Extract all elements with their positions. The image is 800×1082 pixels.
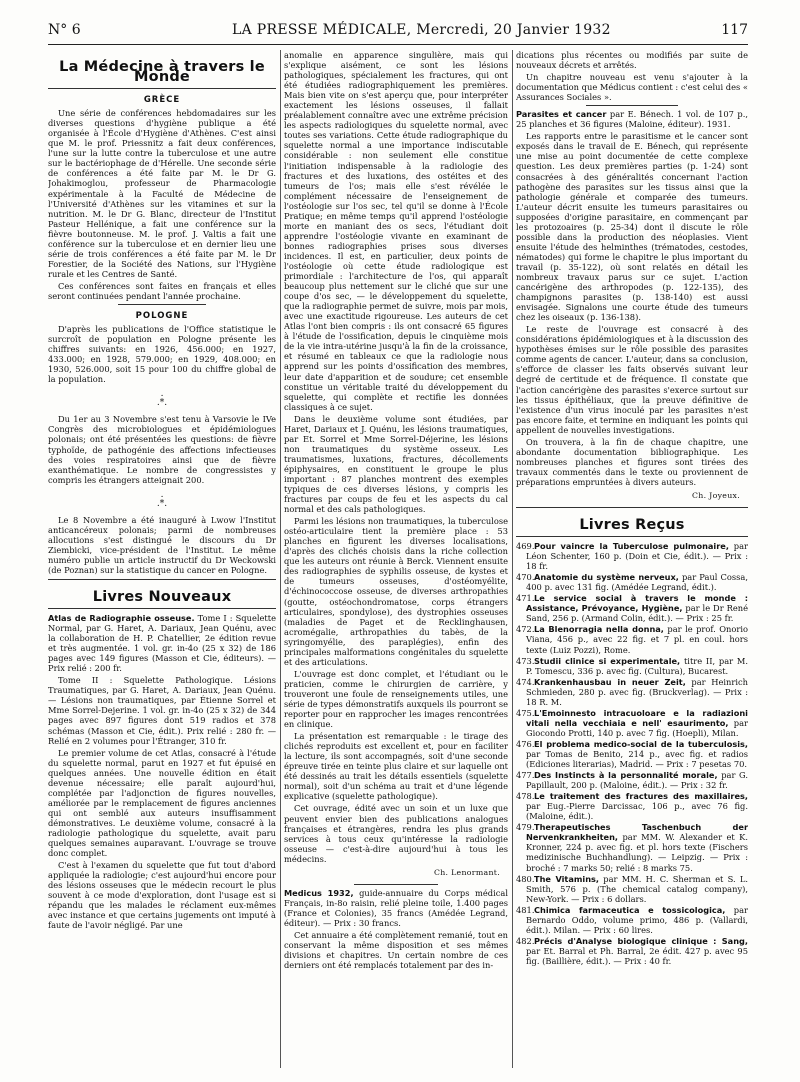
atlas-heading: Atlas de Radiographie osseuse.	[48, 613, 195, 624]
atlas-tome-1: Tome I : Squelette Normal, par G. Haret, A. Dariaux, Jean Quénu, avec la collaboration de H. P. Chatellier, 2e édition revue et très augmentée. 1 vol. gr. in-4o (25 x 32) de 186 pages avec 149 figures (Masson et Cie, éditeurs). — Prix relié : 200 fr.	[48, 613, 276, 674]
section-rule	[48, 608, 276, 609]
medicus-paragraph-2: Cet annuaire a été complètement remanié, tout en conservant la même disposition et ses mêmes divisions et chapitres. Un certain nombre de ces derniers ont été remplacés totalement par des in-	[284, 929, 508, 971]
section-title-livres-nouveaux: Livres Nouveaux	[92, 588, 232, 605]
heading-grece: GRÈCE	[143, 95, 181, 106]
atlas-review-paragraph-6: Cet ouvrage, édité avec un soin et un luxe que peuvent envier bien des publications analogues françaises et étrangères, rendra les plus grands services à tous ceux qu'intéresse la radiologie osseuse — c'est-à-dire aujourd'hui à tous les médecins.	[284, 803, 508, 864]
pologne-paragraph-3: Le 8 Novembre a été inauguré à Lwow l'Institut anticancéreux polonais; parmi de nombreuses allocutions s'est distingué le discours du Dr Ziembicki, vice-président de l'Institut. Le même numéro publie un article instructif du Dr Weckowski (de Poznan) sur la statistique du cancer en Pologne.	[48, 514, 276, 575]
medicus-description: guide-annuaire du Corps médical Français, in-8o raisin, relié pleine toile, 1.400 pages (France et Colonies), 35 francs (Amédée Legrand, éditeur). — Prix : 30 francs.	[284, 887, 508, 928]
list-item: 476.El problema medico-social de la tuberculosis, par Tomas de Benito, 214 p., avec fig. et radios (Ediciones literarias), Madrid. — Prix : 7 pesetas 70.	[516, 738, 748, 770]
list-item: 482.Précis d'Analyse biologique clinique : Sang, par Et. Barral et Ph. Barral, 2e édit. 427 p. avec 95 fig. (Baillière, édit.). — Prix : 40 fr.	[516, 935, 748, 966]
atlas-tome-2: Tome II : Squelette Pathologique. Lésions Traumatiques, par G. Haret, A. Dariaux, Jean Quénu. — Lésions non traumatiques, par Étienne Sorrel et Mme Sorrel-Dejerine. 1 vol. gr. in-4o (25 x 32) de 344 pages avec 897 figures dont 519 radios et 378 schémas (Masson et Cie, édit.). Prix relié : 280 fr. — Relié en 2 volumes pour l'Étranger, 310 fr.	[48, 675, 276, 746]
column-3	[516, 50, 748, 1074]
short-rule	[586, 105, 678, 106]
grece-paragraph-1: Une série de conférences hebdomadaires sur les diverses questions d'hygiène publique a été organisée à l'École d'Hygiène d'Athènes. C'est ainsi que M. le prof. Priessnitz a fait deux conférences, l'une sur la lutte contre la tuberculose et une autre sur le bactériophage de d'Hérelle. Une seconde série de conférences a été faite par M. le Dr G. Johakimoglou, professeur de Pharmacologie expérimentale à la Faculté de Médecine de l'Université d'Athènes sur les vitamines et sur la nutrition. M. le Dr G. Blanc, directeur de l'Institut Pasteur Hellénique, a fait une conférence sur la fièvre boutonneuse. M. le prof. J. Valtis a fait une conférence sur la tuberculose et en dernier lieu une série de trois conférences a été faite par M. le Dr Forestier, de la Société des Nations, sur l'Hygiène rurale et les Centres de Santé.	[48, 108, 276, 279]
medicus-continued: dications plus récentes ou modifiés par suite de nouveaux décrets et arrêtés.	[516, 50, 748, 71]
section-rule	[516, 536, 748, 537]
atlas-review-paragraph-5: La présentation est remarquable : le tirage des clichés reproduits est excellent et, pour en faciliter la lecture, ils sont accompagnés, soit d'une seconde épreuve tirée en teinte plus claire et sur laquelle ont été dessinés au trait les détails essentiels (squelette normal), soit d'un schéma au trait et d'une légende explicative (squelette pathologique).	[284, 731, 508, 802]
books-received-list	[516, 541, 748, 966]
issue-number: N° 6	[48, 22, 81, 38]
section-rule	[48, 579, 276, 580]
list-item: 474.Krankenhausbau in neuer Zeit, par Heinrich Schmieden, 280 p. avec fig. (Bruckverlag). — Prix : 18 R. M.	[516, 676, 748, 707]
column-1	[48, 50, 276, 1074]
asterism: . .*.	[156, 389, 168, 409]
column-rule-1	[280, 50, 281, 1068]
column-rule-2	[512, 50, 513, 1068]
heading-pologne: POLOGNE	[135, 311, 189, 322]
atlas-review-paragraph-2: Dans le deuxième volume sont étudiées, par Haret, Dariaux et J. Quénu, les lésions traumatiques, par Et. Sorrel et Mme Sorrel-Déjerine, les lésions non traumatiques du système osseux. Les traumatismes, luxations, fractures, décollements épiphysaires, en constituent le groupe le plus important : 87 planches montrent des exemples typiques de ces diverses lésions, y compris les fractures par coups de feu et les aspects du cal normal et des cals pathologiques.	[284, 413, 508, 515]
section-rule	[516, 507, 748, 508]
medicus-heading: Medicus 1932,	[284, 887, 354, 898]
section-title-livres-recus: Livres Reçus	[579, 517, 685, 534]
asterism: . .*.	[156, 489, 168, 509]
journal-title: LA PRESSE MÉDICALE, Mercredi, 20 Janvier 1932	[232, 22, 611, 38]
column-2	[284, 50, 508, 1074]
atlas-entry	[48, 613, 276, 673]
atlas-paragraph-3: Le premier volume de cet Atlas, consacré à l'étude du squelette normal, parut en 1927 et fut épuisé en quelques années. Une nouvelle édition en était devenue nécessaire; elle paraît aujourd'hui, complétée par l'adjonction de figures nouvelles, améliorée par le remplacement de figures anciennes qui ont semblé aux auteurs insuffisamment démonstratives. Le deuxième volume, consacré à la radiologie pathologique du squelette, avait paru quelques semaines auparavant. L'ouvrage se trouve donc complet.	[48, 747, 276, 859]
parasites-paragraph-2: Les rapports entre le parasitisme et le cancer sont exposés dans le travail de E. Bénech, qui représente une mise au point documentée de cette complexe question. Les deux premières parties (p. 1-24) sont consacrées à des généralités concernant l'action pathogène des parasites sur les tissus ainsi que la pathologie générale et comparée des tumeurs. L'auteur décrit ensuite les tumeurs parasitaires ou supposées d'origine parasitaire, en commençant par les protozoaires (p. 25-34) dont il discute le rôle possible dans la production des néoplasies. Vient ensuite l'étude des helminthes (trématodes, cestodes, nématodes) qui forme le chapitre le plus important du travail (p. 35-122), où sont relatés en détail les nombreux travaux parus sur ce sujet. L'action cancérigène des arthropodes (p. 122-135), des champignons parasites (p. 138-140) est aussi envisagée. Signalons une courte étude des tumeurs chez les oiseaux (p. 136-138).	[516, 131, 748, 323]
list-item: 475.L'Emoinnesto intracuoloare e la radiazioni vitali nella vecchiaia e nell' esaurimento, par Giocondo Protti, 140 p. avec 7 fig. (Hoepli), Milan.	[516, 707, 748, 738]
pologne-paragraph-1: D'après les publications de l'Office statistique le surcroît de population en Pologne présente les chiffres suivants: en 1926, 456.000; en 1927, 433.000; en 1928, 579.000; en 1929, 408.000; en 1930, 526.000, soit 15 pour 100 du chiffre global de la population.	[48, 324, 276, 385]
grece-paragraph-2: Ces conférences sont faites en français et elles seront continuées pendant l'année prochaine.	[48, 280, 276, 301]
list-item: 472.La Blenorragia nella donna, par le prof. Onorio Viana, 456 p., avec 22 fig. et 7 pl. en coul. hors texte (Luiz Pozzi), Rome.	[516, 624, 748, 655]
list-item: 479.Therapeutisches Taschenbuch der Nervenkrankheiten, par MM. W. Alexander et K. Kronner, 224 p. avec fig. et pl. hors texte (Fischers medizinische Buchhandlung). — Leipzig. — Prix : broché : 7 marks 50; relié : 8 marks 75.	[516, 822, 748, 873]
parasites-paragraph-3: Le reste de l'ouvrage est consacré à des considérations épidémiologiques et à la discussion des hypothèses émises sur le rôle possible des parasites comme agents de cancer. L'auteur, dans sa conclusion, s'efforce de classer les faits observés suivant leur degré de certitude et de fréquence. Il constate que l'action cancérigène des parasites s'exerce surtout sur les tissus épithéliaux, que la preuve définitive de l'existence d'un virus inoculé par les parasites n'est pas encore faite, et termine en indiquant les points qui appellent de nouvelles investigations.	[516, 324, 748, 435]
atlas-review-paragraph-3: Parmi les lésions non traumatiques, la tuberculose ostéo-articulaire tient la première place : 53 planches en figurent les diverses localisations, d'après des clichés choisis dans la riche collection que les auteurs ont réunie à Berck. Viennent ensuite des radiographies de syphilis osseuse, de kystes et de tumeurs osseuses, d'ostéomyélite, d'échinococcose osseuse, de diverses arthropathies (goutte, ostéochondromatose, corps étrangers articulaires, spondylose), des dystrophies osseuses (maladies de Paget et de Recklinghausen, acromégalie, arthropathies du tabès, de la syringomyélie, des paraplégies), enfin des principales malformations congénitales du squelette et des articulations.	[284, 516, 508, 667]
pologne-paragraph-2: Du 1er au 3 Novembre s'est tenu à Varsovie le IVe Congrès des microbiologues et épidémiologues polonais; ont été présentées les questions: de fièvre typhoïde, de pathogénie des affections infectieuses des voies respiratoires ainsi que de fièvre exanthématique. Le nombre de congressistes y compris les étrangers atteignait 200.	[48, 414, 276, 485]
page-header	[48, 22, 748, 44]
page-number: 117	[721, 22, 748, 38]
list-item: 480.The Vitamins, par MM. H. C. Sherman et S. L. Smith, 576 p. (The chemical catalog company), New-York. — Prix : 6 dollars.	[516, 873, 748, 904]
parasites-paragraph-4: On trouvera, à la fin de chaque chapitre, une abondante documentation bibliographique. Les nombreuses planches et figures sont tirées des travaux commentés dans le texte ou proviennent de préparations empruntées à divers auteurs.	[516, 436, 748, 487]
signature-joyeux: Ch. Joyeux.	[692, 490, 740, 500]
signature-lenormant: Ch. Lenormant.	[433, 867, 500, 877]
atlas-review-paragraph-4: L'ouvrage est donc complet, et l'étudiant ou le praticien, comme le chirurgien de carrière, y trouveront une foule de renseignements utiles, une série de types démonstratifs auxquels ils pourront se reporter pour en rapprocher les images rencontrées en clinique.	[284, 668, 508, 730]
list-item: 470.Anatomie du système nerveux, par Paul Cossa, 400 p. avec 131 fig. (Amédée Legrand, édit.).	[516, 572, 748, 593]
atlas-review-paragraph-1: anomalie en apparence singulière, mais qui s'explique aisément, ce sont les lésions pathologiques, spécialement les fractures, qui ont été étudiées radiographiquement les premières. Mais bien vite on s'est aperçu que, pour interpréter exactement les lésions osseuses, il fallait préalablement connaître avec une extrême précision les aspects radiologiques du squelette normal, avec toutes ses variations. Cette étude radiographique du squelette normal a une importance indiscutable considérable : non seulement elle constitue l'initiation indispensable à la radiologie des fractures et des luxations, des ostéites et des tumeurs de l'os; mais elle s'est révélée le complément nécessaire de l'enseignement de l'ostéologie sur l'os sec, tel qu'il se donne à l'École Pratique; en même temps qu'il apprend l'ostéologie morte en maniant des os secs, l'étudiant doit apprendre l'ostéologie vivante en examinant de bonnes radiographies prises sous diverses incidences. Il est, en particulier, deux points de l'ostéologie où cette étude radiologique est primordiale : l'architecture de l'os, qui apparaît beaucoup plus nettement sur le cliché que sur une coupe d'os sec, — le développement du squelette, que la radiographie permet de suivre, mois par mois, avec une exactitude rigoureuse. Les auteurs de cet Atlas l'ont bien compris : ils ont consacré 65 figures à l'étude de l'ossification, depuis le cinquième mois de la vie intra-utérine jusqu'à la fin de la croissance, et résumé en tableaux ce que la radiologie nous apprend sur les points d'ossification des membres, leur date d'apparition et de soudure; cet ensemble constitue un véritable traité du développement du squelette, qui complète et rectifie les données classiques à ce sujet.	[284, 50, 508, 412]
parasites-description: par E. Bénech. 1 vol. de 107 p., 25 planches et 36 figures (Maloine, éditeur). 1931.	[516, 109, 748, 130]
section-rule	[48, 88, 276, 89]
list-item: 478.Le traitement des fractures des maxillaires, par Eug.-Pierre Darcissac, 106 p., avec 76 fig. (Maloine, édit.).	[516, 791, 748, 822]
parasites-heading: Parasites et cancer	[516, 109, 607, 120]
header-rule	[48, 44, 748, 45]
list-item: 469.Pour vaincre la Tuberculose pulmonaire, par Léon Schenter, 160 p. (Doin et Cie, édit.). — Prix : 18 fr.	[516, 541, 748, 572]
medicus-entry	[284, 888, 508, 928]
short-rule	[354, 884, 438, 885]
list-item: 471.Le service social à travers le monde : Assistance, Prévoyance, Hygiène, par le Dr René Sand, 256 p. (Armand Colin, édit.). — Prix : 25 fr.	[516, 593, 748, 624]
list-item: 477.Des Instincts à la personnalité morale, par G. Papillault, 200 p. (Maloine, édit.). — Prix : 32 fr.	[516, 770, 748, 791]
section-title-medecine: La Médecine à travers le Monde	[59, 59, 265, 86]
parasites-entry	[516, 109, 748, 129]
list-item: 473.Studii clinice si experimentale, titre II, par M. P. Tomescu, 336 p. avec fig. (Cultura), Bucarest.	[516, 655, 748, 676]
list-item: 481.Chimica farmaceutica e tossicologica, par Bernardo Oddo, volume primo, 486 p. (Vallardi, édit.). Milan. — Prix : 60 lires.	[516, 904, 748, 935]
atlas-paragraph-4: C'est à l'examen du squelette que fut tout d'abord appliquée la radiologie; c'est aujourd'hui encore pour des lésions osseuses que le médecin recourt le plus souvent à ce mode d'exploration, dont l'usage est si répandu que les malades le réclament eux-mêmes avec instance et que certains jugements ont imputé à faute de l'avoir négligé. Par une	[48, 860, 276, 931]
short-rule	[118, 304, 206, 305]
medicus-paragraph-3: Un chapitre nouveau est venu s'ajouter à la documentation que Médicus contient : c'est celui des « Assurances Sociales ».	[516, 72, 748, 103]
